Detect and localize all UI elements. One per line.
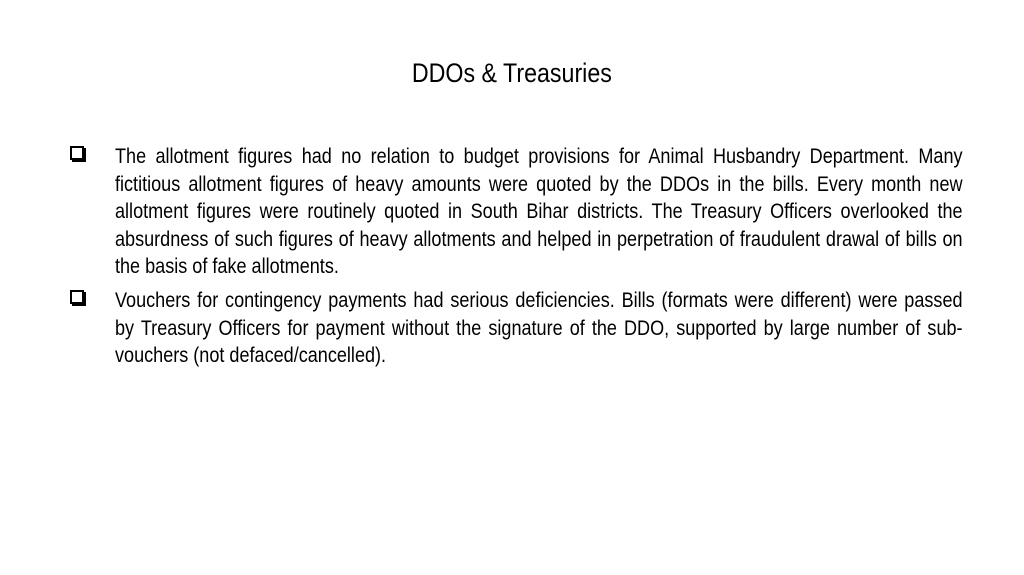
bullet-list xyxy=(68,143,963,376)
bullet-item xyxy=(68,143,963,281)
bullet-text: Vouchers for contingency payments had serious deficiencies. Bills (formats were different) were passed by Treasury Officers for payment without the signature of the DDO, supported by large number of sub-vouchers (not defaced/cancelled). xyxy=(115,287,963,368)
checkbox-square-icon xyxy=(70,290,84,304)
checkbox-square-icon xyxy=(70,146,84,160)
bullet-text: The allotment figures had no relation to budget provisions for Animal Husbandry Department. Many fictitious allotment figures of heavy amounts were quoted by the DDOs in the bills. Every month new allotment figures were routinely quoted in South Bihar districts. The Treasury Officers overlooked the absurdness of such figures of heavy allotments and helped in perpetration of fraudulent drawal of bills on the basis of fake allotments. xyxy=(115,144,963,279)
bullet-item xyxy=(68,287,963,370)
slide-title: DDOs & Treasuries xyxy=(411,58,612,88)
